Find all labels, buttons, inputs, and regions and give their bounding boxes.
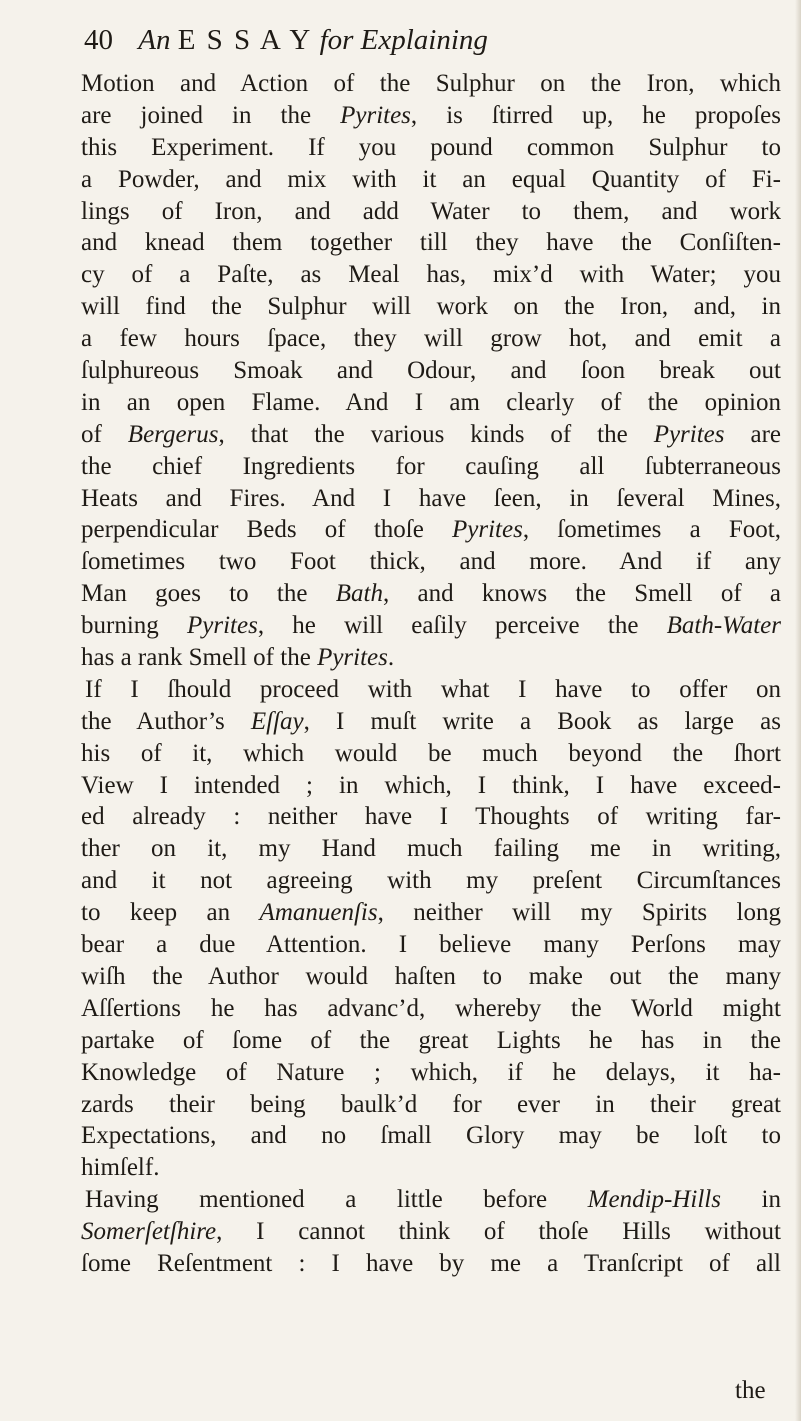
running-header (84, 10, 488, 70)
text-line: cy of a Paſte, as Meal has, mix’d with Water; you (81, 261, 781, 289)
text-line: Aſſertions he has advanc’d, whereby the World might (81, 994, 781, 1022)
text-line: and knead them together till they have the Conſiſten- (81, 229, 781, 257)
header-title-essay: E S S A Y (177, 24, 313, 56)
text-line: himſelf. (81, 1154, 160, 1182)
text-line: wiſh the Author would haſten to make out the many (81, 962, 781, 990)
text-line: a Powder, and mix with it an equal Quantity of Fi- (81, 165, 781, 193)
text-line: perpendicular Beds of thoſe Pyrites, ſometimes a Foot, (81, 516, 781, 544)
text-line: and it not agreeing with my preſent Circumſtances (81, 867, 781, 895)
text-line: Heats and Fires. And I have ſeen, in ſeveral Mines, (81, 484, 781, 512)
text-line: of Bergerus, that the various kinds of the Pyrites are (81, 420, 781, 448)
text-line: zards their being baulk’d for ever in their great (81, 1090, 781, 1118)
text-line: ſome Reſentment : I have by me a Tranſcript of all (81, 1249, 781, 1277)
text-line: If I ſhould proceed with what I have to offer on (85, 675, 781, 703)
text-line: ſometimes two Foot thick, and more. And if any (81, 548, 781, 576)
text-line: has a rank Smell of the Pyrites. (81, 644, 395, 672)
text-line: Having mentioned a little before Mendip-Hills in (85, 1186, 782, 1214)
body-text (81, 68, 781, 1280)
text-line: a few hours ſpace, they will grow hot, and emit a (81, 325, 781, 353)
text-line: ed already : neither have I Thoughts of writing far- (81, 803, 781, 831)
catchword: the (735, 1377, 766, 1404)
text-line: to keep an Amanuenſis, neither will my Spirits long (81, 899, 781, 927)
text-line: this Experiment. If you pound common Sulphur to (81, 133, 781, 161)
text-line: the Author’s Eſſay, I muſt write a Book as large as (81, 707, 781, 735)
text-line: partake of ſome of the great Lights he has in the (81, 1026, 781, 1054)
text-line: ſulphureous Smoak and Odour, and ſoon break out (81, 357, 781, 385)
text-line: Expectations, and no ſmall Glory may be loſt to (81, 1122, 781, 1150)
page-number: 40 (84, 24, 113, 56)
text-line: Motion and Action of the Sulphur on the Iron, which (81, 70, 781, 97)
header-title-for: for (319, 24, 354, 56)
text-line: Somerſetſhire, I cannot think of thoſe Hills without (81, 1218, 781, 1246)
header-title-explaining: Explaining (360, 24, 488, 56)
text-line: are joined in the Pyrites, is ſtirred up, he propoſes (81, 101, 781, 129)
text-line: lings of Iron, and add Water to them, and work (81, 197, 781, 225)
header-title-an: An (138, 24, 171, 56)
text-line: in an open Flame. And I am clearly of the opinion (81, 388, 781, 416)
text-line: his of it, which would be much beyond the ſhort (81, 739, 781, 767)
text-line: View I intended ; in which, I think, I have exceed- (81, 771, 781, 799)
page-edge (795, 0, 801, 1421)
text-line: burning Pyrites, he will eaſily perceive the Bath-Water (81, 612, 781, 640)
text-line: ther on it, my Hand much failing me in writing, (81, 835, 781, 863)
text-line: will find the Sulphur will work on the Iron, and, in (81, 293, 781, 321)
text-line: the chief Ingredients for cauſing all ſubterraneous (81, 452, 781, 480)
text-line: bear a due Attention. I believe many Perſons may (81, 931, 781, 959)
text-line: Knowledge of Nature ; which, if he delays, it ha- (81, 1058, 781, 1086)
text-line: Man goes to the Bath, and knows the Smell of a (81, 580, 782, 608)
